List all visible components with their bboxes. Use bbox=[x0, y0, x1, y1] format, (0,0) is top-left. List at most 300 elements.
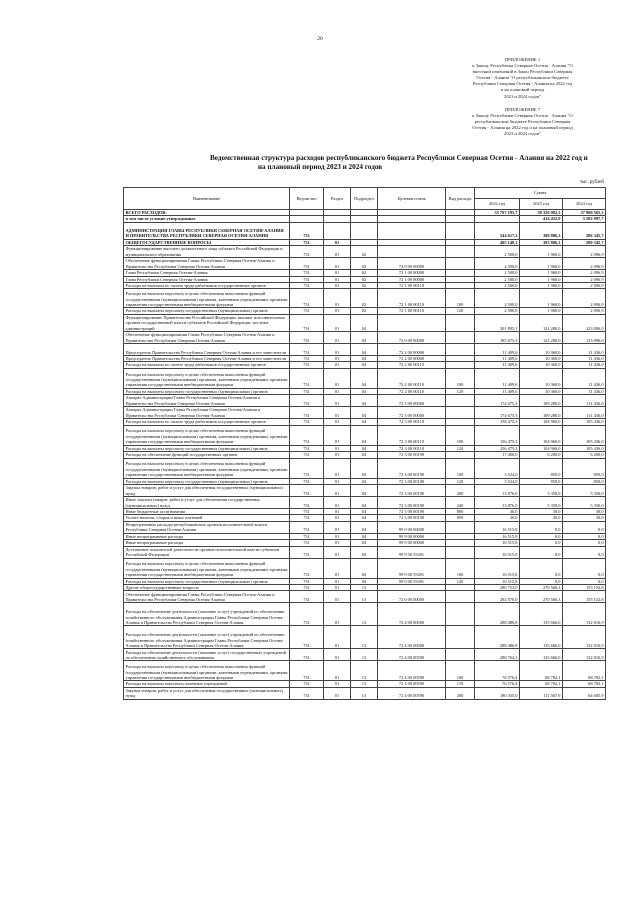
appendix-line: ПРИЛОЖЕНИЕ 1 bbox=[504, 57, 541, 62]
table-row bbox=[124, 332, 606, 344]
table-cell: 135 666,0 bbox=[520, 603, 563, 626]
expenditure-table bbox=[123, 187, 606, 700]
table-cell: 0,0 bbox=[563, 540, 606, 546]
table-cell: 850,0 bbox=[520, 478, 563, 484]
table-cell: 110 bbox=[446, 681, 475, 687]
table-row bbox=[124, 603, 606, 626]
table-cell: 11 436,0 bbox=[563, 344, 606, 356]
table-row bbox=[124, 484, 606, 496]
table-row bbox=[124, 521, 606, 533]
table-cell: Обеспечение функционирования Главы Республики Северная Осетия-Алания и Правительства Республики Северная Осетия-Алания bbox=[124, 591, 290, 603]
table-cell: 72 1 00 00000 bbox=[378, 270, 446, 276]
table-cell: 01 bbox=[324, 314, 351, 331]
table-cell: 72 3 00 00190 bbox=[378, 452, 446, 458]
table-cell: Расходы на выплаты персоналу государственных (муниципальных) органов bbox=[124, 308, 290, 314]
table-cell: 01 bbox=[324, 626, 351, 649]
table-cell: 2 500,0 bbox=[475, 289, 520, 308]
table-cell: 6 200,0 bbox=[563, 452, 606, 458]
table-cell: 01 bbox=[324, 407, 351, 419]
table-cell: 2 096,9 bbox=[563, 258, 606, 270]
table-cell: 174 675,3 bbox=[475, 407, 520, 419]
table-cell: 731 bbox=[290, 484, 324, 496]
table-cell bbox=[446, 546, 475, 558]
table-cell: 16 515,8 bbox=[475, 578, 520, 584]
appendix-line: республиканском бюджете Республики Северная bbox=[474, 118, 571, 124]
table-cell: 13 876,0 bbox=[475, 484, 520, 496]
table-row bbox=[124, 395, 606, 407]
table-cell: 731 bbox=[290, 289, 324, 308]
table-cell: 109 280,0 bbox=[520, 407, 563, 419]
header-2022: 2022 год bbox=[475, 199, 520, 210]
table-cell: 02 bbox=[351, 246, 378, 258]
table-cell: 76 576,4 bbox=[475, 681, 520, 687]
header-cs: Целевая статья bbox=[378, 188, 446, 210]
header-razd: Раздел bbox=[324, 188, 351, 210]
table-cell: Расходы на выплаты персоналу в целях обеспечения выполнения функций государственными (муниципальными) органами, казенными учреждениями, органами управления государственными внебюджетными фондами bbox=[124, 368, 290, 388]
table-cell: 01 bbox=[324, 558, 351, 578]
appendix-line: Осетия - Алания на 2022 год и на плановый период bbox=[472, 124, 573, 130]
table-row bbox=[124, 222, 606, 239]
table-cell bbox=[446, 407, 475, 419]
table-cell: 04 bbox=[351, 332, 378, 344]
table-row bbox=[124, 258, 606, 270]
table-cell: 01 bbox=[324, 368, 351, 388]
table-cell: 731 bbox=[290, 540, 324, 546]
table-cell: 01 bbox=[324, 246, 351, 258]
table-cell: 01 bbox=[324, 484, 351, 496]
table-cell: 01 bbox=[324, 533, 351, 539]
appendix-line: ПРИЛОЖЕНИЕ 7 bbox=[504, 106, 541, 112]
table-cell: 731 bbox=[290, 388, 324, 394]
table-cell: 01 bbox=[324, 603, 351, 626]
table-row bbox=[124, 496, 606, 508]
table-cell: Глава Республики Северная Осетия-Алания bbox=[124, 276, 290, 282]
table-cell: 11 409,6 bbox=[475, 388, 520, 394]
table-cell: Расходы на выплаты персоналу казенных учреждений bbox=[124, 681, 290, 687]
table-cell: 72 3 00 00190 bbox=[378, 508, 446, 514]
table-cell: 5 350,0 bbox=[563, 484, 606, 496]
header-sum: Сумма bbox=[475, 188, 606, 199]
table-cell: 731 bbox=[290, 332, 324, 344]
header-2024: 2024 год bbox=[563, 199, 606, 210]
table-cell: 393 806,3 bbox=[520, 239, 563, 245]
table-cell: 01 bbox=[324, 661, 351, 681]
table-cell: 02 bbox=[351, 270, 378, 276]
table-cell: 132 016,9 bbox=[563, 649, 606, 661]
table-cell: 0,0 bbox=[520, 558, 563, 578]
table-cell: 731 bbox=[290, 626, 324, 649]
table-cell: 731 bbox=[290, 368, 324, 388]
table-cell: Расходы на выплаты по оплате труда работников государственных органов bbox=[124, 419, 290, 425]
table-cell: 01 bbox=[324, 458, 351, 478]
table-cell: 100 bbox=[446, 425, 475, 445]
table-cell: 04 bbox=[351, 508, 378, 514]
table-cell: 04 bbox=[351, 314, 378, 331]
table-cell: 100 bbox=[446, 558, 475, 578]
table-cell: 72 1 00 00000 bbox=[378, 276, 446, 282]
table-cell: 104 960,0 bbox=[520, 419, 563, 425]
table-cell bbox=[446, 591, 475, 603]
table-cell: 01 bbox=[324, 258, 351, 270]
table-cell: 0,0 bbox=[563, 546, 606, 558]
table-cell: Расходы на выплаты по оплате труда работников государственных органов bbox=[124, 283, 290, 289]
table-cell: 68 782,1 bbox=[520, 681, 563, 687]
table-cell: 2 500,0 bbox=[475, 246, 520, 258]
table-cell: 731 bbox=[290, 496, 324, 508]
table-cell: 2 500,0 bbox=[475, 308, 520, 314]
table-cell: 105 436,0 bbox=[563, 419, 606, 425]
table-cell bbox=[324, 222, 351, 239]
table-cell: 01 bbox=[324, 546, 351, 558]
table-cell: 02 bbox=[351, 283, 378, 289]
table-cell: 731 bbox=[290, 356, 324, 362]
table-cell: 16 515,8 bbox=[475, 533, 520, 539]
table-cell: 850,0 bbox=[520, 458, 563, 478]
table-cell: 13 bbox=[351, 591, 378, 603]
title-line: Ведомственная структура расходов республиканского бюджета Республики Северная Осетия - Алания на 2022 год и bbox=[210, 154, 588, 162]
table-cell: 01 bbox=[324, 521, 351, 533]
table-cell: 04 bbox=[351, 484, 378, 496]
table-row bbox=[124, 407, 606, 419]
table-cell: 2 096,9 bbox=[563, 246, 606, 258]
table-cell: 72 2 00 00110 bbox=[378, 368, 446, 388]
table-cell: 731 bbox=[290, 546, 324, 558]
table-cell: 731 bbox=[290, 558, 324, 578]
table-cell: 72 4 00 00590 bbox=[378, 687, 446, 699]
table-cell: 200 bbox=[446, 484, 475, 496]
table-cell: 292 070,0 bbox=[475, 591, 520, 603]
table-cell: 04 bbox=[351, 395, 378, 407]
table-cell: 120 bbox=[446, 478, 475, 484]
table-cell: 04 bbox=[351, 558, 378, 578]
table-cell: 72 3 00 00190 bbox=[378, 478, 446, 484]
table-cell: 72 2 00 00000 bbox=[378, 356, 446, 362]
table-cell: 270 566,3 bbox=[520, 591, 563, 603]
table-cell: 100 bbox=[446, 458, 475, 478]
table-cell: 01 bbox=[324, 356, 351, 362]
table-cell: 731 bbox=[290, 591, 324, 603]
table-cell: 13 bbox=[351, 649, 378, 661]
table-cell: 04 bbox=[351, 344, 378, 356]
table-cell: 731 bbox=[290, 458, 324, 478]
table-row bbox=[124, 661, 606, 681]
table-cell: 100 bbox=[446, 368, 475, 388]
table-cell: 72 3 00 00110 bbox=[378, 419, 446, 425]
table-cell: Расходы на выплаты персоналу государственных (муниципальных) органов bbox=[124, 388, 290, 394]
table-cell bbox=[378, 246, 446, 258]
table-cell: 04 bbox=[351, 515, 378, 521]
table-cell: 10 360,0 bbox=[520, 344, 563, 356]
table-cell: ВСЕГО РАСХОДОВ: bbox=[124, 210, 290, 216]
table-cell: 111 436,0 bbox=[563, 407, 606, 419]
table-cell: Обеспечение функционирования Главы Республики Северная Осетия-Алания и Правительства Республики Северная Осетия-Алания bbox=[124, 258, 290, 270]
appendix-line: 2023 и 2024 годов" bbox=[504, 131, 541, 137]
table-cell: Расходы на выплаты персоналу в целях обеспечения выполнения функций государственными (муниципальными) органами, казенными учреждениями, органами управления государственными внебюджетными фондами bbox=[124, 558, 290, 578]
table-cell: 5 350,0 bbox=[520, 484, 563, 496]
table-cell: 11 436,0 bbox=[563, 388, 606, 394]
table-cell: 731 bbox=[290, 533, 324, 539]
table-cell: 1 960,0 bbox=[520, 308, 563, 314]
table-cell: 13 bbox=[351, 661, 378, 681]
table-cell: 01 bbox=[324, 584, 351, 590]
table-cell: 04 bbox=[351, 533, 378, 539]
table-row bbox=[124, 591, 606, 603]
table-cell: 200 bbox=[446, 687, 475, 699]
table-cell: 2 096,9 bbox=[563, 270, 606, 276]
table-cell bbox=[446, 626, 475, 649]
table-cell: Закупка товаров, работ и услуг для обеспечения государственных (муниципальных) нужд bbox=[124, 687, 290, 699]
table-cell: Расходы на выплаты персоналу в целях обеспечения выполнения функций государственными (муниципальными) органами, казенными учреждениями, органами управления государственными внебюджетными фондами bbox=[124, 458, 290, 478]
table-cell: 731 bbox=[290, 584, 324, 590]
table-cell: 04 bbox=[351, 578, 378, 584]
table-cell: 288 486,8 bbox=[475, 603, 520, 626]
table-cell: 16 515,8 bbox=[475, 546, 520, 558]
table-cell: 01 bbox=[324, 508, 351, 514]
table-cell: 0,0 bbox=[563, 521, 606, 533]
table-cell: АДМИНИСТРАЦИЯ ГЛАВЫ РЕСПУБЛИКИ СЕВЕРНАЯ ОСЕТИЯ-АЛАНИЯ И ПРАВИТЕЛЬСТВА РЕСПУБЛИКИ СЕВЕРНАЯ ОСЕТИЯ-АЛАНИЯ bbox=[124, 222, 290, 239]
table-cell: 04 bbox=[351, 458, 378, 478]
table-cell: 01 bbox=[324, 591, 351, 603]
table-cell: 180 355,0 bbox=[475, 687, 520, 699]
table-cell: 11 409,6 bbox=[475, 356, 520, 362]
table-cell: 01 bbox=[324, 515, 351, 521]
header-vr: Вид расхода bbox=[446, 188, 475, 210]
table-cell: 72 1 00 00110 bbox=[378, 283, 446, 289]
table-cell: 280 345,7 bbox=[563, 239, 606, 245]
table-cell: 10 360,0 bbox=[520, 368, 563, 388]
table-cell: 01 bbox=[324, 496, 351, 508]
table-cell: 731 bbox=[290, 578, 324, 584]
table-cell: 04 bbox=[351, 478, 378, 484]
table-cell: 01 bbox=[324, 270, 351, 276]
table-cell: 2 096,9 bbox=[563, 283, 606, 289]
table-cell bbox=[446, 603, 475, 626]
table-cell: 72 1 00 00110 bbox=[378, 289, 446, 308]
table-cell: 11 436,0 bbox=[563, 368, 606, 388]
table-cell: 2 096,9 bbox=[563, 289, 606, 308]
appendix-header bbox=[440, 57, 605, 137]
appendix-line: внесении изменений в Закон Республики Северная bbox=[472, 69, 573, 75]
table-cell: Глава Республики Северная Осетия-Алания bbox=[124, 270, 290, 276]
table-cell: 2 500,0 bbox=[475, 258, 520, 270]
table-cell: 120 bbox=[446, 578, 475, 584]
table-cell: 04 bbox=[351, 388, 378, 394]
table-cell: 399 806,3 bbox=[520, 222, 563, 239]
table-cell: 731 bbox=[290, 314, 324, 331]
table-cell: 850,0 bbox=[563, 458, 606, 478]
table-cell: 123 096,0 bbox=[563, 314, 606, 331]
table-cell: 01 bbox=[324, 289, 351, 308]
table-cell: Расходы на выплаты персоналу государственных (муниципальных) органов bbox=[124, 578, 290, 584]
table-cell: 201 895,1 bbox=[475, 314, 520, 331]
header-podr: Подраздел bbox=[351, 188, 378, 210]
table-cell: 13 bbox=[351, 626, 378, 649]
table-cell bbox=[446, 332, 475, 344]
table-cell: 30,0 bbox=[563, 515, 606, 521]
table-cell: 111 567,9 bbox=[520, 687, 563, 699]
table-cell: 731 bbox=[290, 425, 324, 445]
table-row bbox=[124, 546, 606, 558]
table-cell: 37 960 565,3 bbox=[563, 210, 606, 216]
table-cell: 0,0 bbox=[563, 578, 606, 584]
table-cell bbox=[378, 222, 446, 239]
table-cell: 01 bbox=[324, 419, 351, 425]
table-cell: 731 bbox=[290, 452, 324, 458]
table-cell: 01 bbox=[324, 649, 351, 661]
table-cell: Председатель Правительства Республики Северная Осетия-Алания и его заместители bbox=[124, 356, 290, 362]
table-cell: 30,0 bbox=[475, 508, 520, 514]
table-cell: 02 bbox=[351, 308, 378, 314]
table-cell: 1 960,0 bbox=[520, 270, 563, 276]
table-cell: 64 685,9 bbox=[563, 687, 606, 699]
table-cell: Непрограммные расходы республиканских органов исполнительной власти Республики Северная Осетия-Алания bbox=[124, 521, 290, 533]
table-cell: 72 3 00 00190 bbox=[378, 496, 446, 508]
table-cell: 72 4 00 00590 bbox=[378, 661, 446, 681]
table-cell: 72 2 00 00000 bbox=[378, 344, 446, 356]
table-cell: 02 bbox=[351, 276, 378, 282]
table-cell: 731 bbox=[290, 344, 324, 356]
table-cell: 174 675,3 bbox=[475, 395, 520, 407]
table-cell: 5 350,0 bbox=[520, 496, 563, 508]
appendix-line: 2023 и 2024 годов" bbox=[504, 93, 541, 99]
table-cell: 104 960,0 bbox=[520, 425, 563, 445]
table-cell: 16 515,8 bbox=[475, 521, 520, 533]
table-cell: 731 bbox=[290, 246, 324, 258]
table-cell: 0,0 bbox=[520, 533, 563, 539]
table-cell bbox=[446, 314, 475, 331]
table-cell: 10 360,0 bbox=[520, 388, 563, 394]
table-cell: 16 515,8 bbox=[475, 558, 520, 578]
table-cell: 99 9 00 55491 bbox=[378, 578, 446, 584]
table-cell: 731 bbox=[290, 407, 324, 419]
title-line: на плановый период 2023 и 2024 годов bbox=[257, 163, 383, 172]
table-cell: 04 bbox=[351, 407, 378, 419]
table-cell: Иные непрограммные расходы bbox=[124, 533, 290, 539]
table-cell: 04 bbox=[351, 452, 378, 458]
table-cell: 5 350,0 bbox=[563, 496, 606, 508]
table-cell: 01 bbox=[324, 687, 351, 699]
table-cell: 3 582 997,7 bbox=[563, 216, 606, 222]
table-cell: 01 bbox=[324, 388, 351, 394]
table-cell: 288 486,8 bbox=[475, 626, 520, 649]
table-cell: 30,0 bbox=[563, 508, 606, 514]
table-cell: Иные непрограммные расходы bbox=[124, 540, 290, 546]
table-cell: 105 436,0 bbox=[563, 445, 606, 451]
unit-label: тыс. рублей bbox=[580, 180, 604, 185]
table-cell: 120 bbox=[446, 308, 475, 314]
table-row bbox=[124, 425, 606, 445]
table-row bbox=[124, 458, 606, 478]
appendix-line: Осетия - Алания "О республиканском бюджете bbox=[476, 75, 569, 81]
table-cell: 02 bbox=[351, 289, 378, 308]
table-cell: 13 bbox=[351, 584, 378, 590]
table-cell bbox=[446, 395, 475, 407]
table-cell: 72 3 00 00190 bbox=[378, 515, 446, 521]
table-cell: 240 bbox=[446, 496, 475, 508]
table-row bbox=[124, 687, 606, 699]
table-cell: 731 bbox=[290, 445, 324, 451]
table-cell: 99 9 00 00000 bbox=[378, 533, 446, 539]
table-cell: 100 bbox=[446, 661, 475, 681]
table-cell: 731 bbox=[290, 222, 324, 239]
table-cell: 156 475,3 bbox=[475, 445, 520, 451]
table-cell: 04 bbox=[351, 368, 378, 388]
table-cell: 121 280,0 bbox=[520, 332, 563, 344]
table-cell: Расходы на выплаты персоналу в целях обеспечения выполнения функций государственными (муниципальными) органами, казенными учреждениями, органами управления государственными внебюджетными фондами bbox=[124, 661, 290, 681]
table-cell: 105 436,0 bbox=[563, 425, 606, 445]
table-cell: 731 bbox=[290, 478, 324, 484]
header-ved: Ведомство bbox=[290, 188, 324, 210]
table-cell: 135 666,0 bbox=[520, 649, 563, 661]
table-cell: 2 500,0 bbox=[475, 270, 520, 276]
table-cell: Расходы на обеспечение деятельности (оказание услуг) учреждений по обеспечению хозяйственного обслуживания Администрации Главы Республики Северная Осетия-Алания и Правительства Республики Северная Осетия-Алания bbox=[124, 603, 290, 626]
table-cell: 13 bbox=[351, 687, 378, 699]
table-cell: Обеспечение функционирования Главы Республики Северная Осетия-Алания и Правительства Республики Северная Осетия-Алания bbox=[124, 332, 290, 344]
table-cell: 01 bbox=[324, 425, 351, 445]
table-cell: 109 280,0 bbox=[520, 395, 563, 407]
table-cell: 01 bbox=[324, 478, 351, 484]
table-cell: 11 409,6 bbox=[475, 362, 520, 368]
table-cell: 01 bbox=[324, 344, 351, 356]
table-cell: Расходы на выплаты персоналу в целях обеспечения выполнения функций государственными (муниципальными) органами, казенными учреждениями, органами управления государственными внебюджетными фондами bbox=[124, 289, 290, 308]
table-cell: 731 bbox=[290, 521, 324, 533]
table-cell: 731 bbox=[290, 395, 324, 407]
table-cell: 132 016,9 bbox=[563, 626, 606, 649]
table-cell: 10 360,0 bbox=[520, 362, 563, 368]
table-cell: 731 bbox=[290, 508, 324, 514]
table-cell bbox=[446, 344, 475, 356]
table-cell: 01 bbox=[324, 362, 351, 368]
table-cell: 731 bbox=[290, 603, 324, 626]
table-cell: 270 566,3 bbox=[520, 584, 563, 590]
table-cell: 72 3 00 00110 bbox=[378, 445, 446, 451]
table-cell: Расходы на обеспечение функций государственных органов bbox=[124, 452, 290, 458]
table-row bbox=[124, 649, 606, 661]
table-cell: 99 9 00 55491 bbox=[378, 558, 446, 578]
table-cell: 01 bbox=[324, 578, 351, 584]
table-cell: 01 bbox=[324, 445, 351, 451]
table-cell: 111 436,0 bbox=[563, 395, 606, 407]
table-cell: 280 753,0 bbox=[475, 584, 520, 590]
table-cell: Аппарат Администрации Главы Республики Северная Осетия-Алания и Правительства Республики Северная Осетия-Алания bbox=[124, 395, 290, 407]
table-cell: Расходы на выплаты персоналу в целях обеспечения выполнения функций государственными (муниципальными) органами, казенными учреждениями, органами управления государственными внебюджетными фондами bbox=[124, 425, 290, 445]
table-cell: 72 3 00 00190 bbox=[378, 484, 446, 496]
table-cell: Достижение показателей деятельности органов исполнительной власти субъектов Российской Федерации bbox=[124, 546, 290, 558]
table-cell: 288 764,3 bbox=[475, 649, 520, 661]
table-cell bbox=[378, 314, 446, 331]
table-row bbox=[124, 246, 606, 258]
table-cell: 731 bbox=[290, 308, 324, 314]
table-cell: 731 bbox=[290, 681, 324, 687]
table-cell: 2 500,0 bbox=[475, 283, 520, 289]
table-cell: 04 bbox=[351, 521, 378, 533]
table-cell: 72 4 00 00590 bbox=[378, 681, 446, 687]
header-name: Наименование bbox=[124, 188, 290, 210]
table-cell: 6 200,0 bbox=[520, 452, 563, 458]
table-cell: 731 bbox=[290, 270, 324, 276]
table-cell: Функционирование Правительства Российской Федерации, высших исполнительных органов государственной власти субъектов Российской Федерации, местных администраций bbox=[124, 314, 290, 331]
table-cell: Расходы на выплаты по оплате труда работников государственных органов bbox=[124, 362, 290, 368]
table-cell: 1 960,0 bbox=[520, 276, 563, 282]
table-cell: Председатель Правительства Республики Северная Осетия-Алания и его заместители bbox=[124, 344, 290, 356]
table-cell: 68 782,1 bbox=[520, 661, 563, 681]
table-cell: Другие общегосударственные вопросы bbox=[124, 584, 290, 590]
table-cell: 11 409,6 bbox=[475, 368, 520, 388]
table-cell: 72 4 00 00000 bbox=[378, 603, 446, 626]
table-cell: 68 782,1 bbox=[563, 681, 606, 687]
table-cell: 53 797 195,7 bbox=[475, 210, 520, 216]
table-cell: 155 152,8 bbox=[563, 584, 606, 590]
